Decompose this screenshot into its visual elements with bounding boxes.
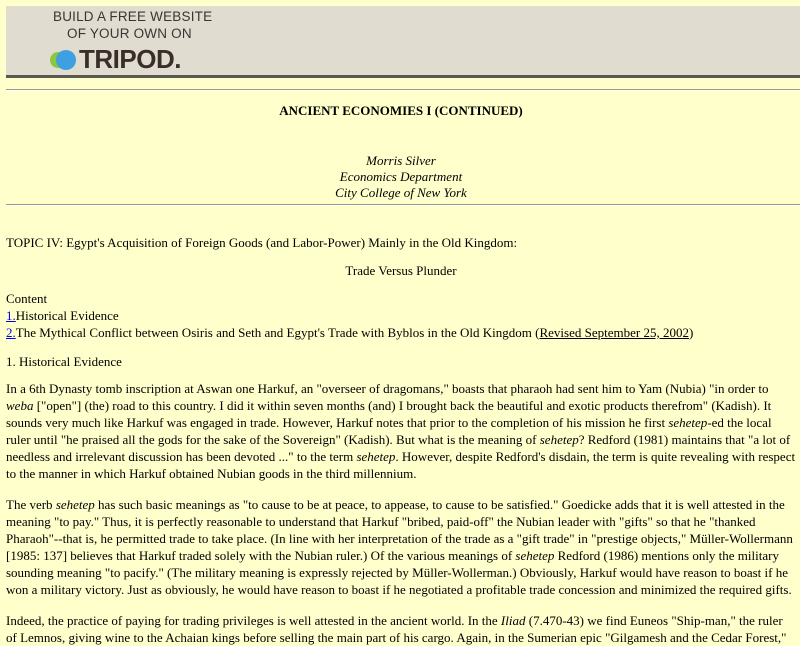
paragraph-3 (6, 612, 796, 646)
toc-link-2[interactable]: 2. (6, 325, 16, 340)
text: Redford (1986) mentions only the military sounding meaning "to pacify." (The military meaning is expressly rejected by Müller-Wollerman.) Obviously, Harkuf would have reason to boast if he won a military victory. Just as obviously, he would have reason to boast if he negotiated a profitable trade concession and minimized the required gifts. (6, 548, 792, 597)
author-dept: Economics Department (339, 169, 463, 184)
revised-link[interactable]: Revised September 25, 2002 (539, 325, 689, 340)
logo-text: TRIPOD. (79, 44, 181, 74)
author-name: Morris Silver (366, 153, 436, 168)
banner-line-1: BUILD A FREE WEBSITE (53, 9, 213, 24)
paragraph-1 (6, 380, 796, 482)
toc-item (6, 307, 796, 324)
page-title: ANCIENT ECONOMIES I (CONTINUED) (279, 103, 523, 118)
article (6, 102, 796, 646)
text: has such basic meanings as "to cause to be at peace, to appease, to cause to be satisfied." Goedicke adds that it is well attested in the meaning "to pay." Thus, it is perfectly reasonable to understand that Harkuf "bribed, paid-off" the Nubian leader with "gifts" so that he "thanked Pharaoh"--that is, he permitted trade to take place. (In line with her interpretation of the trade as a "gift trade" in "prestige objects," Müller-Wollermann [1985: 137] believes that Harkuf traded solely with the Nubian ruler.) Of the various meanings of (6, 497, 793, 563)
text: In a 6th Dynasty tomb inscription at Aswan one Harkuf, an "overseer of dragomans," boasts that pharaoh had sent him to Yam (Nubia) "in order to (6, 381, 769, 396)
italic-term: sehetep (668, 415, 708, 430)
toc-heading: Content (6, 291, 48, 306)
italic-term: sehetep (515, 548, 555, 563)
topic-subtitle: Trade Versus Plunder (345, 263, 457, 278)
banner-line-2: OF YOUR OWN ON (67, 26, 192, 41)
toc-item-label: Historical Evidence (15, 308, 119, 323)
text: . However, despite Redford's disdain, the term is quite revealing with respect to the manner in which Harkuf obtained Nubian goods in the third millennium. (6, 449, 796, 481)
divider-top (6, 89, 800, 91)
tripod-ad-banner[interactable] (6, 6, 800, 78)
italic-term: sehetep (55, 497, 95, 512)
italic-term: sehetep (539, 432, 579, 447)
text: (7.470-43) we find Euneos "Ship-man," the ruler of Lemnos, giving wine to the Achaian kings before selling the main part of his cargo. Again, in the Sumerian epic "Gilgamesh and the Cedar Forest," (6, 613, 787, 645)
paragraph-2 (6, 496, 796, 598)
topic-heading: TOPIC IV: Egypt's Acquisition of Foreign Goods (and Labor-Power) Mainly in the Old Kingdom: (6, 235, 518, 250)
author-block (6, 153, 796, 201)
author-school: City College of New York (335, 185, 467, 200)
italic-term: Iliad (500, 613, 526, 628)
text: The verb (6, 497, 56, 512)
text: ["open"] (the) road to this country. I did it within seven months (and) I brought back the beautiful and exotic products therefrom" (Kadish). It sounds very much like Harkuf was engaged in trade. However, Harkuf notes that prior to the completion of his mission he first (6, 398, 772, 430)
italic-term: weba (6, 398, 34, 413)
toc-item-close: ) (688, 325, 694, 340)
text: Indeed, the practice of paying for trading privileges is well attested in the ancient world. In the (6, 613, 501, 628)
italic-term: sehetep (356, 449, 396, 464)
toc-item (6, 324, 796, 341)
tripod-logo[interactable] (50, 46, 210, 73)
toc-item-label: The Mythical Conflict between Osiris and Seth and Egypt's Trade with Byblos in the Old Kingdom ( (15, 325, 540, 340)
section-heading: 1. Historical Evidence (6, 354, 122, 369)
table-of-contents (6, 290, 796, 341)
text: ? Redford (1981) maintains that "a lot of needless and irrelevant discussion has been devoted ..." to the term (6, 432, 791, 464)
text: -ed the local ruler until "he praised all the gods for the sake of the Sovereign" (Kadish). But what is the meaning of (6, 415, 772, 447)
toc-link-1[interactable]: 1. (6, 308, 16, 323)
logo-blue-dot-icon (56, 50, 76, 70)
